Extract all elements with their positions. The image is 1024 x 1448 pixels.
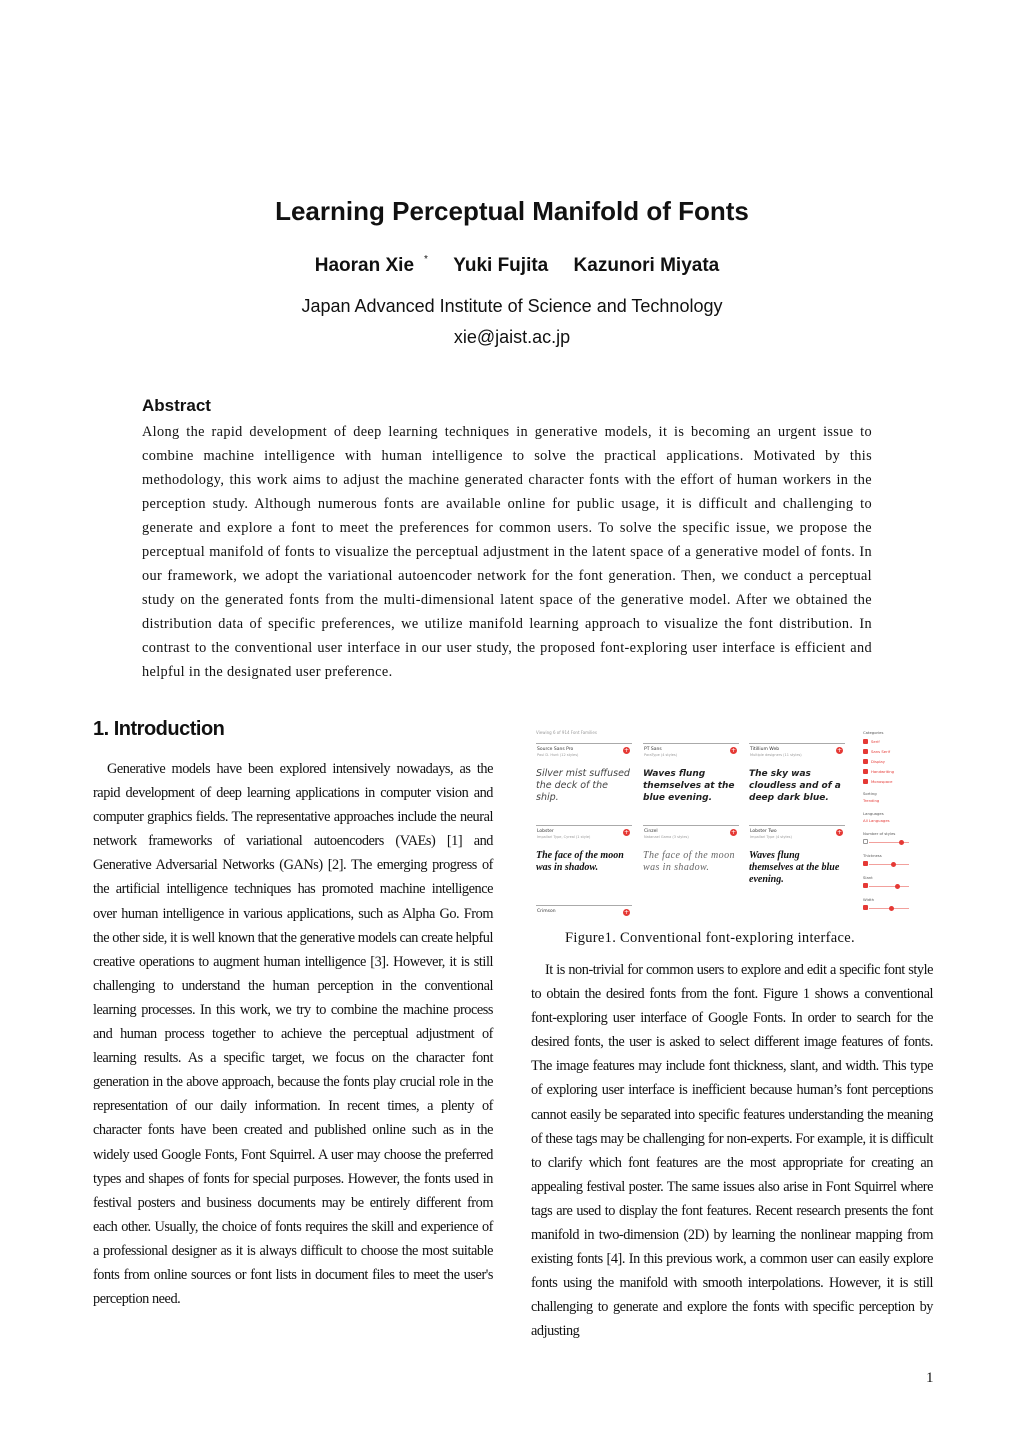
paper-title: Learning Perceptual Manifold of Fonts <box>275 196 749 226</box>
checkbox-checked[interactable] <box>863 769 868 774</box>
font-card <box>749 825 845 903</box>
font-sample-text: The face of the moon was in shadow. <box>643 850 735 873</box>
author-email: xie@jaist.ac.jp <box>453 327 571 347</box>
font-card <box>643 743 739 821</box>
thickness-label: Thickness <box>863 853 882 858</box>
checkbox-checked[interactable] <box>863 905 868 910</box>
styles-slider[interactable] <box>869 842 909 843</box>
font-designer: ParaType (4 styles) <box>644 753 678 757</box>
font-card <box>536 825 632 903</box>
font-designer: Impallari Type, Cyreal (1 style) <box>537 835 591 839</box>
add-font-icon[interactable]: + <box>836 829 843 836</box>
font-designer: Natanael Gama (3 styles) <box>644 835 689 839</box>
font-card <box>536 743 632 821</box>
checkbox-checked[interactable] <box>863 749 868 754</box>
languages-select[interactable]: All Languages <box>863 818 890 823</box>
slider-knob[interactable] <box>899 840 904 845</box>
font-card <box>643 825 739 903</box>
add-font-icon[interactable]: + <box>623 909 630 916</box>
author-list <box>0 254 1024 277</box>
checkbox-checked[interactable] <box>863 739 868 744</box>
slant-label: Slant <box>863 875 873 880</box>
font-designer: Impallari Type (4 styles) <box>750 835 792 839</box>
slant-slider[interactable] <box>869 886 909 887</box>
font-sample-text: Waves flung themselves at the blue evening. <box>749 850 840 885</box>
add-font-icon[interactable]: + <box>623 829 630 836</box>
author-footnote-mark: * <box>424 254 428 265</box>
font-card <box>749 743 845 821</box>
width-slider[interactable] <box>869 908 909 909</box>
affiliation: Japan Advanced Institute of Science and Technology <box>301 296 723 316</box>
font-designer: Multiple designers (11 styles) <box>750 753 802 757</box>
category-option[interactable]: Monospace <box>871 779 893 784</box>
font-name: Lobster Two <box>750 829 777 834</box>
font-card <box>536 905 632 919</box>
sorting-label: Sorting <box>863 791 877 796</box>
filter-panel <box>861 725 919 919</box>
intro-paragraph-right: It is non-trivial for common users to explore and edit a specific font style to obtain the desired fonts from the font. Figure 1 shows a conventional font-exploring user interface of Google Fonts. In order to search for the desired fonts, the user is asked to select different image features of fonts. The image features may include font thickness, slant, and width. This type of exploring user interface is inefficient because human’s font perceptions cannot easily be separated into specific features understanding the meaning of these tags may be challenging for non-experts. For example, it is difficult to clarify which font features are the most appropriate for creating an appealing festival poster. The same issues also arise in Font Squirrel where tags are used to display the font features. Recent research presents the font manifold in two-dimension (2D) by learning the nonlinear mapping from existing fonts [4]. In this previous work, a common user can easily explore fonts using the manifold with smooth interpolations. However, it is still challenging to generate and explore the fonts with specific perception by adjusting <box>531 962 933 1340</box>
font-sample-text: Silver mist suffused the deck of the ship. <box>536 768 630 803</box>
languages-label: Languages <box>863 811 884 816</box>
checkbox-checked[interactable] <box>863 883 868 888</box>
font-sample-text: The sky was cloudless and of a deep dark blue. <box>749 769 841 803</box>
sorting-select[interactable]: Trending <box>863 798 880 803</box>
slider-knob[interactable] <box>891 862 896 867</box>
categories-label: Categories <box>863 730 884 735</box>
font-name: Cinzel <box>644 829 658 834</box>
page-number: 1 <box>926 1370 934 1386</box>
slider-knob[interactable] <box>895 884 900 889</box>
checkbox-unchecked[interactable] <box>863 839 868 844</box>
thickness-slider[interactable] <box>869 864 909 865</box>
add-font-icon[interactable]: + <box>730 829 737 836</box>
author-name: Yuki Fujita <box>453 255 549 276</box>
font-designer: Paul D. Hunt (12 styles) <box>537 753 579 757</box>
font-name: Source Sans Pro <box>537 747 574 752</box>
intro-paragraph-left: Generative models have been explored intensively nowadays, as the rapid development of deep learning applications in computer vision and computer graphics fields. The representative approaches include the neural network frameworks of variational autoencoders (VAEs) [1] and Generative Adversarial Networks (GANs) [2]. The emerging progress of the artificial intelligence techniques has promoted machine intelligence over human intelligence in various applications, such as Alpha Go. From the other side, it is well known that the generative models can create helpful creative operations to augment human intelligence [3]. However, it is still challenging to understand the human perception in the conventional learning processes. In this work, we try to combine the machine process and human process together to achieve the perceptual adjustment of learning results. As a specific target, we focus on the character font generation in the above approach, because the fonts play crucial role in the representation of our daily information. In recent times, a plenty of character fonts have been created and published online such as in the widely used Google Fonts, Font Squirrel. A user may choose the preferred types and shapes of fonts for special purposes. However, the fonts used in festival posters and business documents may be entirely different from each other. Usually, the choice of fonts requires the skill and experience of a professional designer as it is always difficult to choose the most suitable fonts from online sources or font lists in document files to meet the user's perception need. <box>93 761 494 1308</box>
font-count-text: Viewing 6 of 914 Font Families <box>536 730 597 735</box>
add-font-icon[interactable]: + <box>730 747 737 754</box>
styles-label: Number of styles <box>863 831 896 836</box>
font-sample-text: The face of the moon was in shadow. <box>536 850 624 873</box>
slider-knob[interactable] <box>889 906 894 911</box>
abstract-heading: Abstract <box>142 396 211 415</box>
checkbox-checked[interactable] <box>863 779 868 784</box>
figure-caption: Figure1. Conventional font-exploring interface. <box>565 930 855 946</box>
width-label: Width <box>863 897 875 902</box>
font-sample-text: Waves flung themselves at the blue evening. <box>643 769 735 803</box>
font-name: PT Sans <box>644 747 662 752</box>
checkbox-checked[interactable] <box>863 759 868 764</box>
font-name: Lobster <box>537 829 554 834</box>
category-option[interactable]: Display <box>871 759 885 764</box>
author-name: Kazunori Miyata <box>573 255 720 276</box>
checkbox-checked[interactable] <box>863 861 868 866</box>
section-heading: 1. Introduction <box>93 718 225 740</box>
add-font-icon[interactable]: + <box>836 747 843 754</box>
font-name: Titillium Web <box>750 747 780 752</box>
font-name: Crimson <box>537 909 556 914</box>
add-font-icon[interactable]: + <box>623 747 630 754</box>
category-option[interactable]: Serif <box>871 739 880 744</box>
figure-1-screenshot <box>528 725 920 919</box>
abstract-body: Along the rapid development of deep learning techniques in generative models, it is becoming an urgent issue to combine machine intelligence with human intelligence to solve the practical applications. Motivated by this methodology, this work aims to adjust the machine generated character fonts with the effort of human workers in the perception study. Although numerous fonts are available online for public usage, it is difficult and challenging to generate and explore a font to meet the preferences for common users. To solve the specific issue, we propose the perceptual manifold of fonts to visualize the perceptual adjustment in the latent space of a generative model of fonts. In our framework, we adopt the variational autoencoder network for the font generation. Then, we conduct a perceptual study on the generated fonts from the multi-dimensional latent space of the generative model. After we obtained the distribution data of specific preferences, we utilize manifold learning approach to visualize the font distribution. In contrast to the conventional user interface in our user study, the proposed font-exploring user interface is efficient and helpful in the designated user preference. <box>142 424 872 680</box>
category-option[interactable]: Handwriting <box>871 769 895 774</box>
category-option[interactable]: Sans Serif <box>871 749 891 754</box>
author-name: Haoran Xie * <box>314 254 428 276</box>
